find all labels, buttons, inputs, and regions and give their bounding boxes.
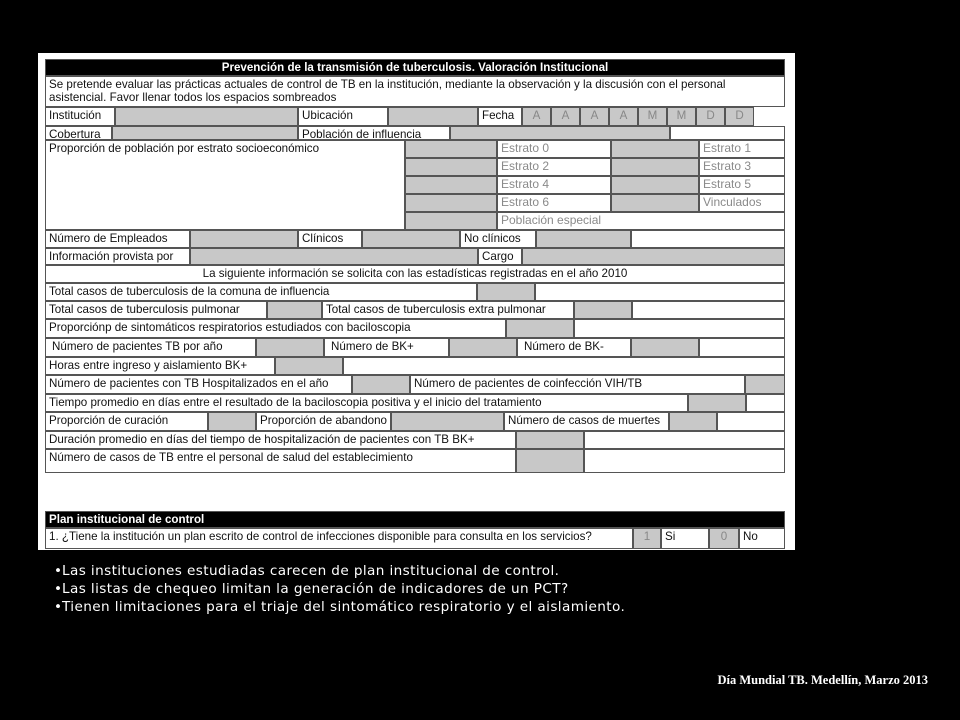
empty-cell <box>746 394 785 412</box>
form-title: Prevención de la transmisión de tuberculosis. Valoración Institucional <box>45 59 785 76</box>
label-total-pulmonar: Total casos de tuberculosis pulmonar <box>45 301 267 319</box>
proporcion-curacion-field[interactable] <box>208 412 256 431</box>
label-no-clinicos: No clínicos <box>460 230 536 248</box>
cargo-field[interactable] <box>522 248 785 265</box>
label-fecha: Fecha <box>478 107 522 126</box>
num-empleados-field[interactable] <box>190 230 298 248</box>
no-clinicos-field[interactable] <box>536 230 631 248</box>
num-casos-personal-field[interactable] <box>516 449 584 473</box>
label-num-empleados: Número de Empleados <box>45 230 190 248</box>
option-no-label: No <box>739 528 785 549</box>
date-digit[interactable]: A <box>551 107 580 126</box>
duracion-hosp-field[interactable] <box>516 431 584 449</box>
stats-header: La siguiente información se solicita con las estadísticas registradas en el año 2010 <box>45 265 785 283</box>
num-pacientes-tb-field[interactable] <box>256 338 324 357</box>
tiempo-promedio-field[interactable] <box>688 394 746 412</box>
label-duracion-hosp: Duración promedio en días del tiempo de hospitalización de pacientes con TB BK+ <box>45 431 516 449</box>
estrato-field[interactable] <box>611 194 699 212</box>
empty-cell <box>717 412 785 431</box>
label-num-bk-pos: Número de BK+ <box>324 338 449 357</box>
label-clinicos: Clínicos <box>298 230 362 248</box>
estrato-field[interactable] <box>405 140 497 158</box>
total-extra-field[interactable] <box>574 301 632 319</box>
estrato-field[interactable] <box>405 176 497 194</box>
bullet-list <box>54 562 625 616</box>
label-num-coinfeccion: Número de pacientes de coinfección VIH/TB <box>410 375 745 394</box>
label-proporcion-curacion: Proporción de curación <box>45 412 208 431</box>
label-num-hospitalizados: Número de pacientes con TB Hospitalizados en el año <box>45 375 352 394</box>
horas-ingreso-field[interactable] <box>275 357 343 375</box>
label-total-casos-comuna: Total casos de tuberculosis de la comuna de influencia <box>45 283 477 301</box>
date-digit[interactable]: A <box>580 107 609 126</box>
label-estrato-0: Estrato 0 <box>497 140 611 158</box>
label-proporcion-abandono: Proporción de abandono <box>256 412 391 431</box>
empty-cell <box>343 357 785 375</box>
date-digit[interactable]: A <box>609 107 638 126</box>
form-intro: Se pretende evaluar las prácticas actuales de control de TB en la institución, mediante la observación y la discusión con el personal asistencial. Favor llenar todos los espacios sombreados <box>45 76 785 107</box>
proporcion-abandono-field[interactable] <box>391 412 504 431</box>
label-num-pacientes-tb: Número de pacientes TB por año <box>45 338 256 357</box>
option-si-label: Si <box>661 528 709 549</box>
label-poblacion-influencia: Población de influencia <box>298 126 450 140</box>
empty-cell <box>699 338 785 357</box>
estrato-field[interactable] <box>405 194 497 212</box>
estrato-field[interactable] <box>611 140 699 158</box>
institucion-field[interactable] <box>115 107 298 126</box>
total-casos-comuna-field[interactable] <box>477 283 535 301</box>
empty-cell <box>584 449 785 473</box>
num-bk-pos-field[interactable] <box>449 338 517 357</box>
poblacion-influencia-field[interactable] <box>450 126 670 140</box>
num-hospitalizados-field[interactable] <box>352 375 410 394</box>
label-num-casos-personal: Número de casos de TB entre el personal de salud del establecimiento <box>45 449 516 473</box>
date-digit[interactable]: D <box>696 107 725 126</box>
cobertura-field[interactable] <box>112 126 298 140</box>
footer-credit: Día Mundial TB. Medellín, Marzo 2013 <box>717 673 928 687</box>
empty-cell <box>574 319 785 338</box>
option-no-code[interactable]: 0 <box>709 528 739 549</box>
total-pulmonar-field[interactable] <box>267 301 322 319</box>
label-estrato-5: Estrato 5 <box>699 176 785 194</box>
date-digit[interactable]: M <box>667 107 696 126</box>
estrato-field[interactable] <box>611 176 699 194</box>
label-estrato-2: Estrato 2 <box>497 158 611 176</box>
label-num-bk-neg: Número de BK- <box>517 338 631 357</box>
plan-header: Plan institucional de control <box>45 511 785 528</box>
empty-cell <box>632 301 785 319</box>
estrato-field[interactable] <box>611 158 699 176</box>
bullet-item: • Las listas de chequeo limitan la generación de indicadores de un PCT? <box>54 580 625 598</box>
label-horas-ingreso: Horas entre ingreso y aislamiento BK+ <box>45 357 275 375</box>
label-info-provista: Información provista por <box>45 248 190 265</box>
label-estrato-1: Estrato 1 <box>699 140 785 158</box>
evaluation-form <box>38 53 795 550</box>
label-num-muertes: Número de casos de muertes <box>504 412 669 431</box>
num-bk-neg-field[interactable] <box>631 338 699 357</box>
num-coinfeccion-field[interactable] <box>745 375 785 394</box>
label-cobertura: Cobertura <box>45 126 112 140</box>
label-poblacion-especial: Población especial <box>497 212 785 230</box>
empty-cell <box>670 126 785 140</box>
estrato-field[interactable] <box>405 212 497 230</box>
label-institucion: Institución <box>45 107 115 126</box>
date-digit[interactable]: A <box>522 107 551 126</box>
bullet-item: • Las instituciones estudiadas carecen de plan institucional de control. <box>54 562 625 580</box>
empty-cell <box>584 431 785 449</box>
date-digit[interactable]: M <box>638 107 667 126</box>
estrato-field[interactable] <box>405 158 497 176</box>
label-estrato-6: Estrato 6 <box>497 194 611 212</box>
proporcion-sintomaticos-field[interactable] <box>506 319 574 338</box>
date-digit[interactable]: D <box>725 107 754 126</box>
plan-question-1: 1. ¿Tiene la institución un plan escrito de control de infecciones disponible para consulta en los servicios? <box>45 528 633 549</box>
ubicacion-field[interactable] <box>388 107 478 126</box>
label-cargo: Cargo <box>478 248 522 265</box>
empty-cell <box>535 283 785 301</box>
label-ubicacion: Ubicación <box>298 107 388 126</box>
bullet-item: • Tienen limitaciones para el triaje del sintomático respiratorio y el aislamiento. <box>54 598 625 616</box>
label-estrato-4: Estrato 4 <box>497 176 611 194</box>
label-tiempo-promedio: Tiempo promedio en días entre el resultado de la baciloscopia positiva y el inicio del tratamiento <box>45 394 688 412</box>
empty-cell <box>631 230 785 248</box>
num-muertes-field[interactable] <box>669 412 717 431</box>
label-estrato-3: Estrato 3 <box>699 158 785 176</box>
clinicos-field[interactable] <box>362 230 460 248</box>
info-provista-field[interactable] <box>190 248 478 265</box>
label-proporcion-sintomaticos: Proporciónp de sintomáticos respiratorios estudiados con baciloscopia <box>45 319 506 338</box>
option-si-code[interactable]: 1 <box>633 528 661 549</box>
label-proporcion-estrato: Proporción de población por estrato socioeconómico <box>45 140 405 230</box>
label-vinculados: Vinculados <box>699 194 785 212</box>
label-total-extra: Total casos de tuberculosis extra pulmonar <box>322 301 574 319</box>
